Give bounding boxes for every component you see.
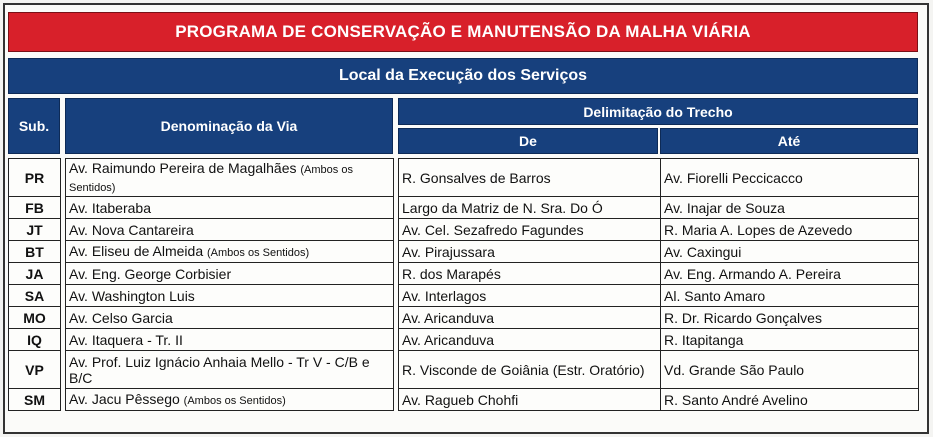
header-de: De	[398, 128, 658, 154]
cell-ate: Av. Fiorelli Peccicacco	[661, 159, 919, 197]
via-name: Av. Itaberaba	[69, 199, 151, 216]
table-row	[9, 329, 919, 351]
streets-table	[8, 158, 919, 411]
cell-sub: FB	[9, 197, 61, 219]
cell-sub: SA	[9, 285, 61, 307]
table-row	[9, 307, 919, 329]
header-sub: Sub.	[8, 98, 60, 154]
cell-de: Av. Pirajussara	[399, 241, 661, 263]
via-name: Av. Prof. Luiz Ignácio Anhaia Mello - Tr V - C/B e B/C	[69, 353, 370, 386]
cell-sub: MO	[9, 307, 61, 329]
header-delimitacao: Delimitação do Trecho	[398, 98, 918, 125]
section-subtitle: Local da Execução dos Serviços	[8, 58, 918, 94]
cell-ate: Vd. Grande São Paulo	[661, 351, 919, 389]
cell-via	[66, 263, 394, 285]
cell-de: Av. Ragueb Chohfi	[399, 389, 661, 411]
table-row	[9, 285, 919, 307]
cell-ate: R. Santo André Avelino	[661, 389, 919, 411]
cell-sub: BT	[9, 241, 61, 263]
cell-via	[66, 219, 394, 241]
cell-de: Av. Cel. Sezafredo Fagundes	[399, 219, 661, 241]
cell-sub: VP	[9, 351, 61, 389]
table-row	[9, 351, 919, 389]
cell-ate: Av. Inajar de Souza	[661, 197, 919, 219]
cell-de: R. dos Marapés	[399, 263, 661, 285]
table-body	[9, 159, 919, 411]
via-name: Av. Jacu Pêssego	[69, 390, 180, 407]
via-note: (Ambos os Sentidos)	[69, 163, 353, 194]
cell-via	[66, 307, 394, 329]
table-row	[9, 241, 919, 263]
table-row	[9, 389, 919, 411]
cell-ate: Av. Caxingui	[661, 241, 919, 263]
header-ate: Até	[660, 128, 918, 154]
via-name: Av. Eng. George Corbisier	[69, 265, 232, 282]
via-name: Av. Eliseu de Almeida	[69, 242, 204, 259]
cell-via	[66, 159, 394, 197]
program-title: PROGRAMA DE CONSERVAÇÃO E MANUTENSÃO DA MALHA VIÁRIA	[8, 12, 918, 52]
cell-sub: JT	[9, 219, 61, 241]
cell-de: R. Gonsalves de Barros	[399, 159, 661, 197]
cell-de: R. Visconde de Goiânia (Estr. Oratório)	[399, 351, 661, 389]
cell-ate: Al. Santo Amaro	[661, 285, 919, 307]
table-row	[9, 197, 919, 219]
cell-sub: JA	[9, 263, 61, 285]
via-note: (Ambos os Sentidos)	[207, 246, 310, 259]
via-note: (Ambos os Sentidos)	[183, 394, 286, 407]
table-row	[9, 219, 919, 241]
via-name: Av. Washington Luis	[69, 287, 195, 304]
table-row	[9, 263, 919, 285]
header-denominacao: Denominação da Via	[65, 98, 393, 154]
cell-via	[66, 351, 394, 389]
cell-de: Largo da Matriz de N. Sra. Do Ó	[399, 197, 661, 219]
cell-ate: Av. Eng. Armando A. Pereira	[661, 263, 919, 285]
cell-via	[66, 329, 394, 351]
cell-ate: R. Itapitanga	[661, 329, 919, 351]
via-name: Av. Celso Garcia	[69, 309, 173, 326]
cell-via	[66, 285, 394, 307]
via-name: Av. Raimundo Pereira de Magalhães	[69, 159, 297, 176]
cell-via	[66, 241, 394, 263]
cell-de: Av. Aricanduva	[399, 307, 661, 329]
via-name: Av. Nova Cantareira	[69, 221, 194, 238]
cell-via	[66, 389, 394, 411]
cell-sub: PR	[9, 159, 61, 197]
cell-de: Av. Aricanduva	[399, 329, 661, 351]
cell-ate: R. Dr. Ricardo Gonçalves	[661, 307, 919, 329]
cell-sub: IQ	[9, 329, 61, 351]
via-name: Av. Itaquera - Tr. II	[69, 331, 183, 348]
cell-de: Av. Interlagos	[399, 285, 661, 307]
cell-ate: R. Maria A. Lopes de Azevedo	[661, 219, 919, 241]
cell-sub: SM	[9, 389, 61, 411]
cell-via	[66, 197, 394, 219]
table-row	[9, 159, 919, 197]
